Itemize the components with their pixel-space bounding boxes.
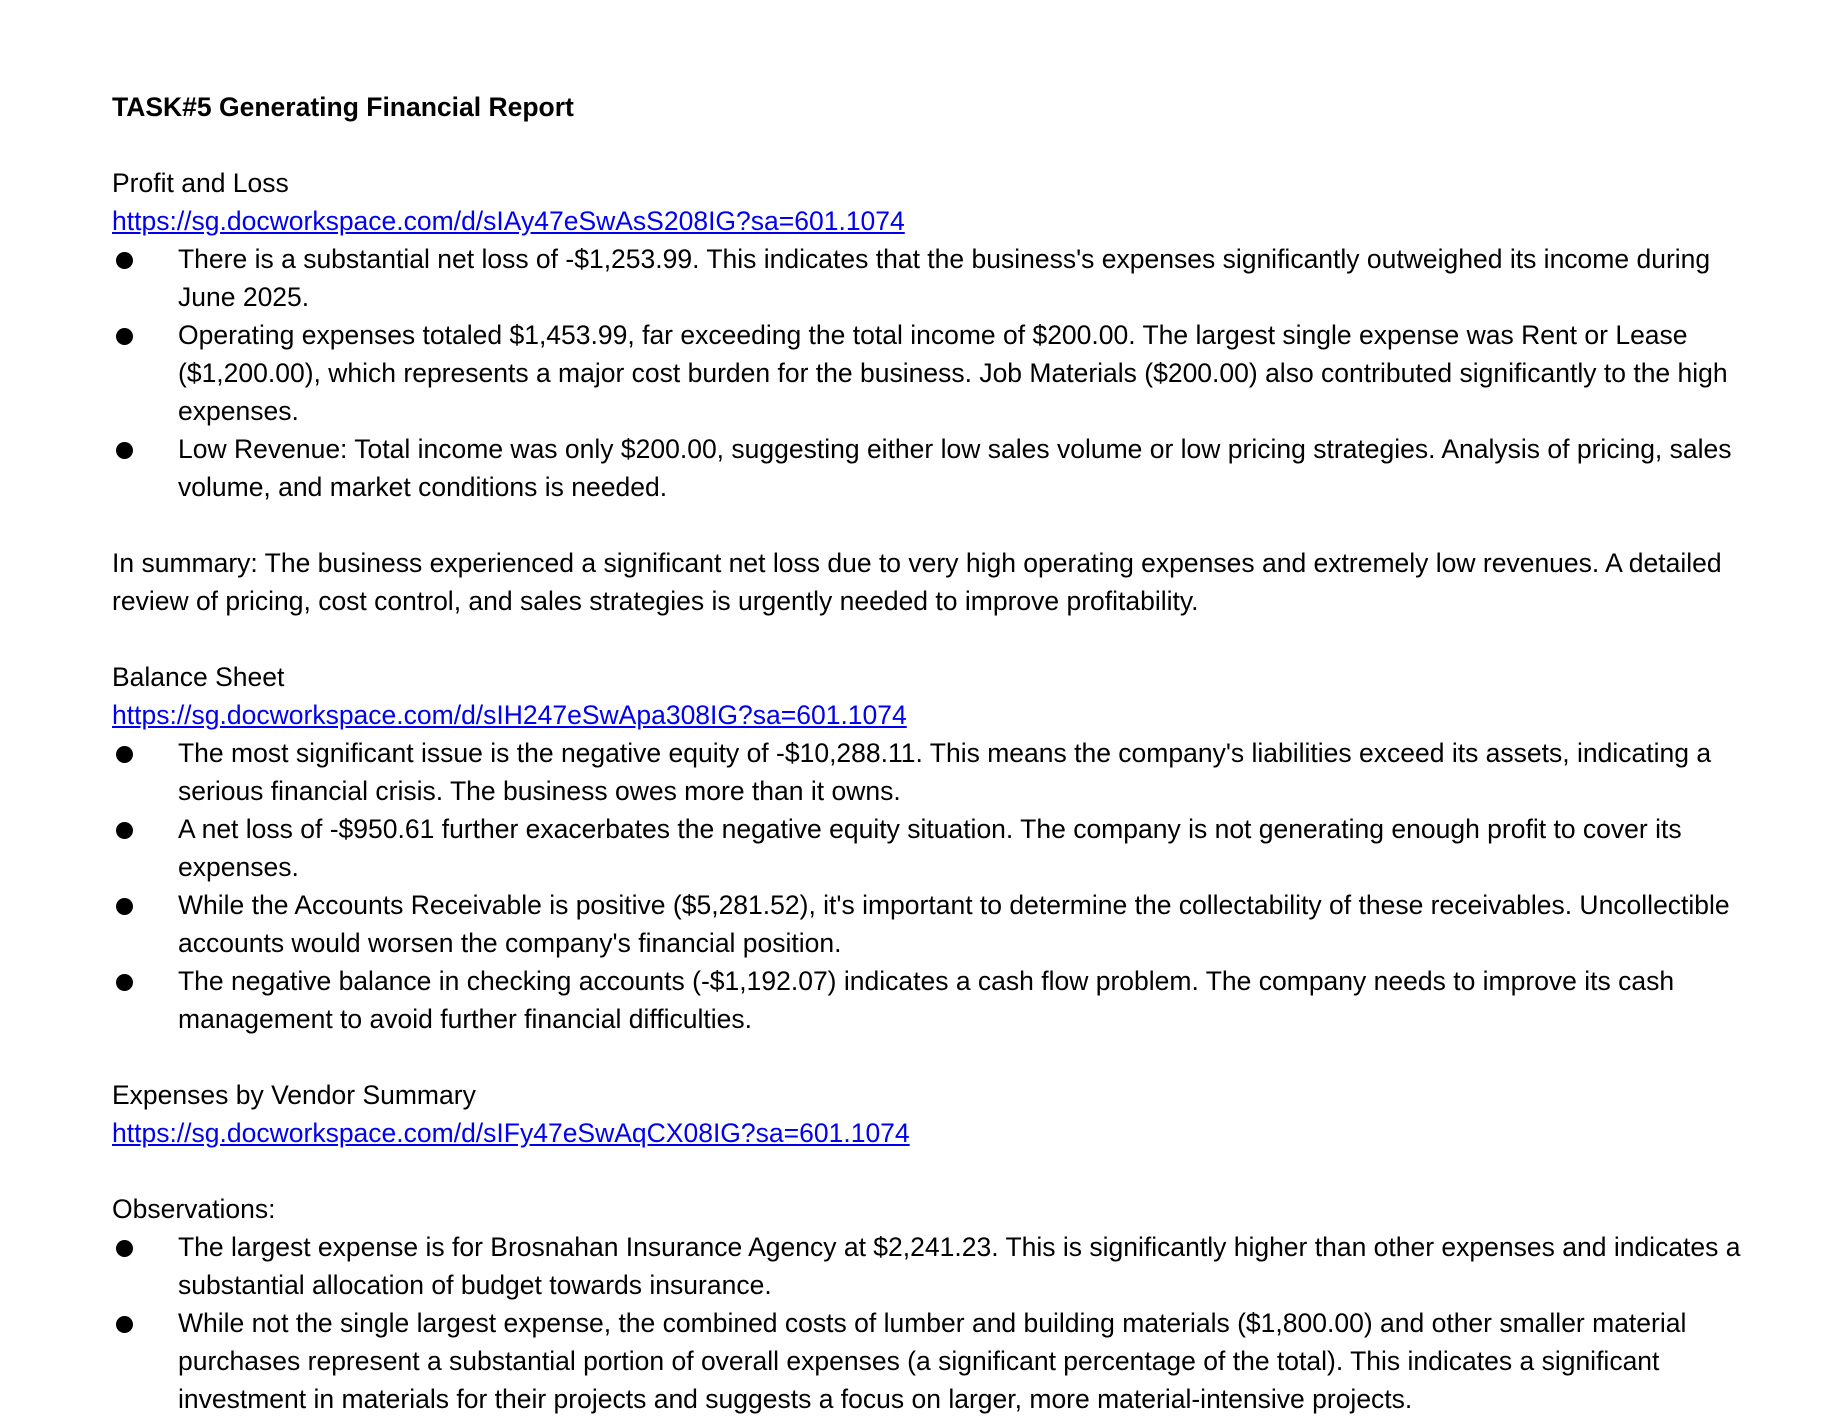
spacer — [112, 620, 1752, 658]
pnl-summary: In summary: The business experienced a significant net loss due to very high operating expenses and extremely low revenues. A detailed review of pricing, cost control, and sales strategies is urgently needed to improve profitability. — [112, 548, 1722, 616]
balance-bullet-list — [112, 734, 1752, 1038]
list-item — [112, 810, 1752, 886]
observations-label: Observations: — [112, 1194, 276, 1224]
bullet-icon — [116, 822, 133, 839]
list-item — [112, 734, 1752, 810]
list-item — [112, 1304, 1752, 1418]
bullet-icon — [116, 1316, 133, 1333]
vendor-bullet-list — [112, 1228, 1752, 1418]
bullet-icon — [116, 974, 133, 991]
list-item — [112, 316, 1752, 430]
bullet-icon — [116, 442, 133, 459]
list-item — [112, 430, 1752, 506]
list-item — [112, 1228, 1752, 1304]
list-item-text: The largest expense is for Brosnahan Insurance Agency at $2,241.23. This is significantly higher than other expenses and indicates a substantial allocation of budget towards insurance. — [178, 1232, 1741, 1300]
list-item-text: Low Revenue: Total income was only $200.00, suggesting either low sales volume or low pricing strategies. Analysis of pricing, sales volume, and market conditions is needed. — [178, 434, 1732, 502]
list-item-text: Operating expenses totaled $1,453.99, far exceeding the total income of $200.00. The largest single expense was Rent or Lease ($1,200.00), which represents a major cost burden for the business. Job Materials ($200.00) also contributed significantly to the high expenses. — [178, 320, 1728, 426]
balance-link[interactable]: https://sg.docworkspace.com/d/sIH247eSwApa308IG?sa=601.1074 — [112, 700, 907, 730]
document-title: TASK#5 Generating Financial Report — [112, 92, 574, 122]
list-item-text: The negative balance in checking accounts (-$1,192.07) indicates a cash flow problem. The company needs to improve its cash management to avoid further financial difficulties. — [178, 966, 1675, 1034]
bullet-icon — [116, 252, 133, 269]
bullet-icon — [116, 746, 133, 763]
bullet-icon — [116, 898, 133, 915]
spacer — [112, 506, 1752, 544]
list-item-text: There is a substantial net loss of -$1,253.99. This indicates that the business's expenses significantly outweighed its income during June 2025. — [178, 244, 1711, 312]
list-item-text: While the Accounts Receivable is positive ($5,281.52), it's important to determine the collectability of these receivables. Uncollectible accounts would worsen the company's financial position. — [178, 890, 1730, 958]
list-item — [112, 240, 1752, 316]
vendor-link[interactable]: https://sg.docworkspace.com/d/sIFy47eSwAqCX08IG?sa=601.1074 — [112, 1118, 910, 1148]
list-item-text: A net loss of -$950.61 further exacerbates the negative equity situation. The company is not generating enough profit to cover its expenses. — [178, 814, 1682, 882]
spacer — [112, 1152, 1752, 1190]
vendor-heading: Expenses by Vendor Summary — [112, 1080, 476, 1110]
pnl-link[interactable]: https://sg.docworkspace.com/d/sIAy47eSwAsS208IG?sa=601.1074 — [112, 206, 905, 236]
list-item — [112, 962, 1752, 1038]
bullet-icon — [116, 328, 133, 345]
list-item-text: The most significant issue is the negative equity of -$10,288.11. This means the company's liabilities exceed its assets, indicating a serious financial crisis. The business owes more than it owns. — [178, 738, 1712, 806]
bullet-icon — [116, 1240, 133, 1257]
document-page — [112, 88, 1752, 1418]
pnl-bullet-list — [112, 240, 1752, 506]
list-item-text: While not the single largest expense, the combined costs of lumber and building materials ($1,800.00) and other smaller material purchases represent a substantial portion of overall expenses (a significant percentage of the total). This indicates a significant investment in materials for their projects and suggests a focus on larger, more material-intensive projects. — [178, 1308, 1687, 1414]
balance-heading: Balance Sheet — [112, 662, 285, 692]
spacer — [112, 1038, 1752, 1076]
list-item — [112, 886, 1752, 962]
pnl-heading: Profit and Loss — [112, 168, 289, 198]
